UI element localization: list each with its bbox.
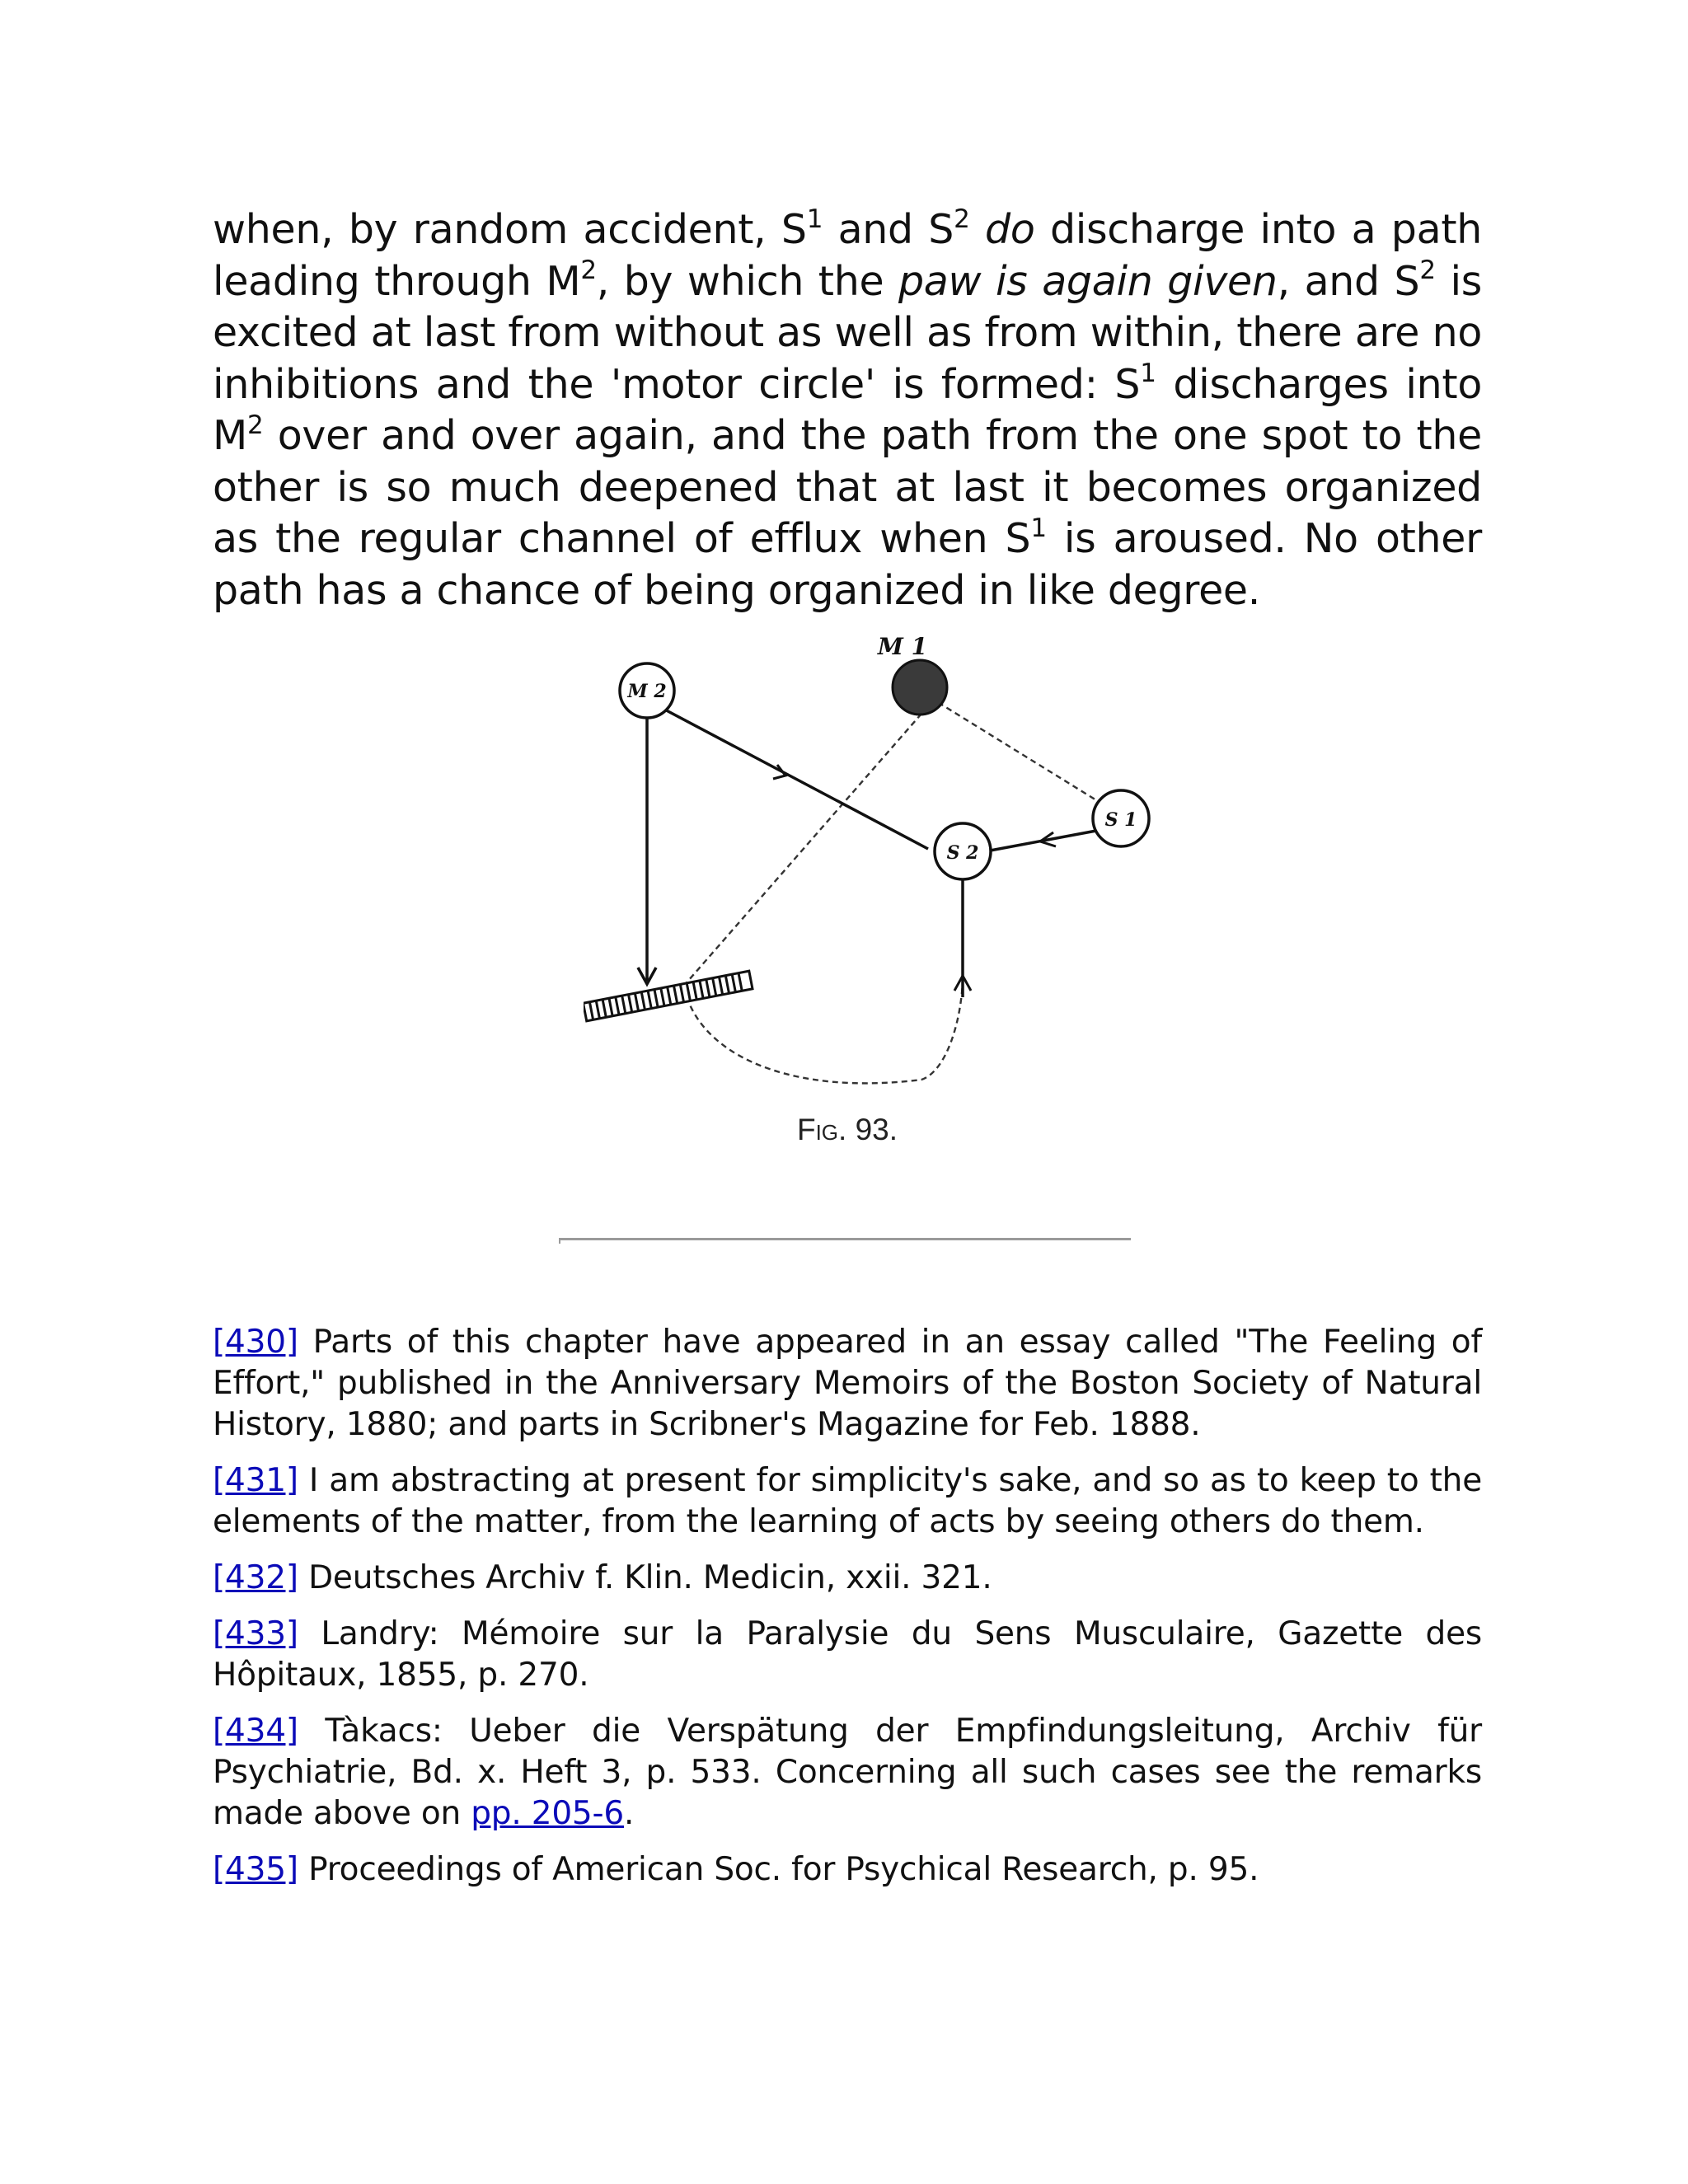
superscript: 1	[806, 204, 823, 234]
node-m1	[877, 635, 947, 715]
superscript: 2	[1419, 255, 1436, 286]
text-run: is aroused. No other path has a chance of being organized in like degree.	[213, 515, 1482, 614]
node-label: M 2	[627, 681, 667, 702]
emphasis: do	[985, 206, 1035, 253]
footnote-431	[213, 1460, 1482, 1543]
node-label: S 1	[1104, 809, 1137, 831]
m1-to-paw-dashed-path	[682, 714, 921, 987]
footnote-text: Tàkacs: Ueber die Verspätung der Empfindungsleitung, Archiv für Psychiatrie, Bd. x. Heft 3, p. 533. Concerning all such cases see the remarks made above on	[213, 1713, 1482, 1832]
paw-to-s2-dashed-curve	[684, 981, 963, 1083]
footnotes	[213, 1322, 1482, 1905]
footnote-text: Landry: Mémoire sur la Paralysie du Sens Musculaire, Gazette des Hôpitaux, 1855, p. 270.	[213, 1615, 1482, 1694]
text-run: , and S	[1277, 257, 1420, 305]
footnote-ref-link[interactable]: [433]	[213, 1615, 298, 1652]
superscript: 1	[1030, 513, 1047, 543]
text-run: and S	[823, 206, 954, 253]
footnote-434	[213, 1711, 1482, 1835]
s2-to-m2-path	[660, 707, 928, 849]
divider-tick	[559, 1238, 560, 1244]
text-run: , by which the	[596, 257, 898, 305]
body-paragraph	[213, 204, 1482, 616]
emphasis: paw is again given	[898, 257, 1278, 305]
text-run: over and over again, and the path from the one spot to the other is so much deepened that at last it becomes organized as the regular channel of efflux when S	[213, 412, 1482, 562]
footnote-ref-link[interactable]: [431]	[213, 1462, 298, 1499]
paw-icon	[584, 971, 753, 1021]
superscript: 2	[580, 255, 597, 286]
superscript: 2	[954, 204, 970, 234]
footnote-432	[213, 1558, 1482, 1599]
text-run: discharges into M	[213, 360, 1483, 459]
footnote-divider	[559, 1238, 1131, 1240]
motor-circle-diagram	[584, 635, 1177, 1129]
footnote-text: I am abstracting at present for simplicity's sake, and so as to keep to the elements of the matter, from the learning of acts by seeing others do them.	[213, 1462, 1482, 1540]
footnote-text: Proceedings of American Soc. for Psychical Research, p. 95.	[298, 1851, 1259, 1888]
node-m2	[620, 663, 674, 718]
footnote-433	[213, 1614, 1482, 1696]
text-run	[970, 206, 985, 253]
figure-caption	[213, 1113, 1482, 1147]
text-run: is excited at last from without as well as from within, there are no inhibitions and the 'motor circle' is formed: S	[213, 257, 1482, 408]
footnote-text: .	[624, 1795, 635, 1832]
footnote-text: Parts of this chapter have appeared in an essay called "The Feeling of Effort," published in the Anniversary Memoirs of the Boston Society of Natural History, 1880; and parts in Scribner's Magazine for Feb. 1888.	[213, 1324, 1482, 1443]
figure-93	[213, 635, 1482, 1162]
text-run: discharge into a path leading through M	[213, 206, 1482, 305]
footnote-ref-link[interactable]: [435]	[213, 1851, 298, 1888]
footnote-435	[213, 1849, 1482, 1891]
node-label: S 2	[946, 842, 979, 864]
caption-prefix: Fig.	[796, 1113, 847, 1146]
node-s2	[935, 823, 991, 879]
node-label: M 1	[877, 635, 928, 660]
footnote-text: Deutsches Archiv f. Klin. Medicin, xxii. 321.	[298, 1559, 992, 1596]
footnote-430	[213, 1322, 1482, 1446]
superscript: 1	[1140, 359, 1156, 389]
footnote-ref-link[interactable]: [430]	[213, 1324, 298, 1361]
node-s1	[1093, 790, 1149, 846]
superscript: 2	[246, 410, 264, 440]
page-reference-link[interactable]: pp. 205-6	[471, 1795, 625, 1832]
m1-to-s1-dashed-path	[930, 697, 1111, 809]
footnote-ref-link[interactable]: [434]	[213, 1713, 298, 1750]
footnote-ref-link[interactable]: [432]	[213, 1559, 298, 1596]
caption-number: 93.	[855, 1113, 898, 1146]
text-run: when, by random accident, S	[213, 206, 807, 253]
